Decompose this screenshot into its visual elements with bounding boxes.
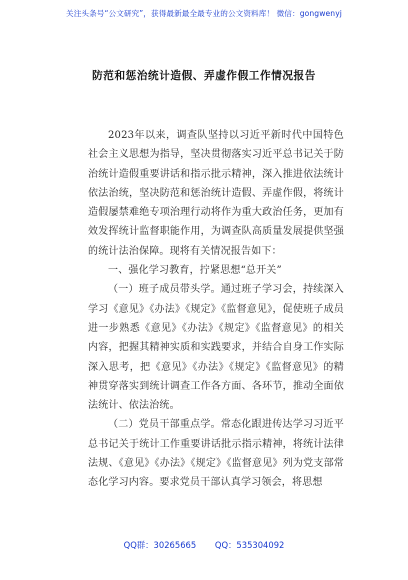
subsection-paragraph-1: （一）班子成员带头学。通过班子学习会，持续深入学习《意见》《办法》《规定》《监督意见》，促使班子成员进一步熟悉《意见》《办法》《规定》《监督意见》的相关内容，把握其精神实质和实践要求，并结合自身工作实际深入思考，把《意见》《办法》《规定》《监督意见》的精神贯穿落实到统计调查工作各方面、各环节，推动全面依法统计、依法治统。 bbox=[88, 284, 344, 412]
promo-banner: 关注头条号“公文研究”，获得最新最全最专业的公文资料库！ 微信：gongwenyj bbox=[66, 9, 342, 18]
document-body bbox=[88, 126, 344, 493]
page-title: 防范和惩治统计造假、弄虚作假工作情况报告 bbox=[92, 70, 316, 82]
intro-paragraph: 2023年以来，调查队坚持以习近平新时代中国特色社会主义思想为指导，坚决贯彻落实习近平总书记关于防治统计造假重要讲话和指示批示精神，深入推进依法统计依法治统，坚决防范和惩治统计造假、弄虚作假，将统计造假屡禁难绝专项治理行动将作为重大政治任务，更加有效发挥统计监督职能作用，为调查队高质量发展提供坚强的统计法治保障。现将有关情况报告如下： bbox=[88, 130, 344, 257]
contact-footer bbox=[0, 539, 408, 551]
qq-number: QQ：535304092 bbox=[214, 540, 285, 550]
qq-group-number: QQ群：30265665 bbox=[123, 540, 197, 550]
section-heading: 一、强化学习教育，拧紧思想“总开关” bbox=[108, 265, 282, 277]
subsection-paragraph-2: （二）党员干部重点学。常态化跟进传达学习习近平总书记关于统计工作重要讲话批示指示精神，将统计法律法规、《意见》《办法》《规定》《监督意见》列为党支部常态化学习内容。要求党员干部认真学习领会，将思想 bbox=[88, 419, 344, 489]
